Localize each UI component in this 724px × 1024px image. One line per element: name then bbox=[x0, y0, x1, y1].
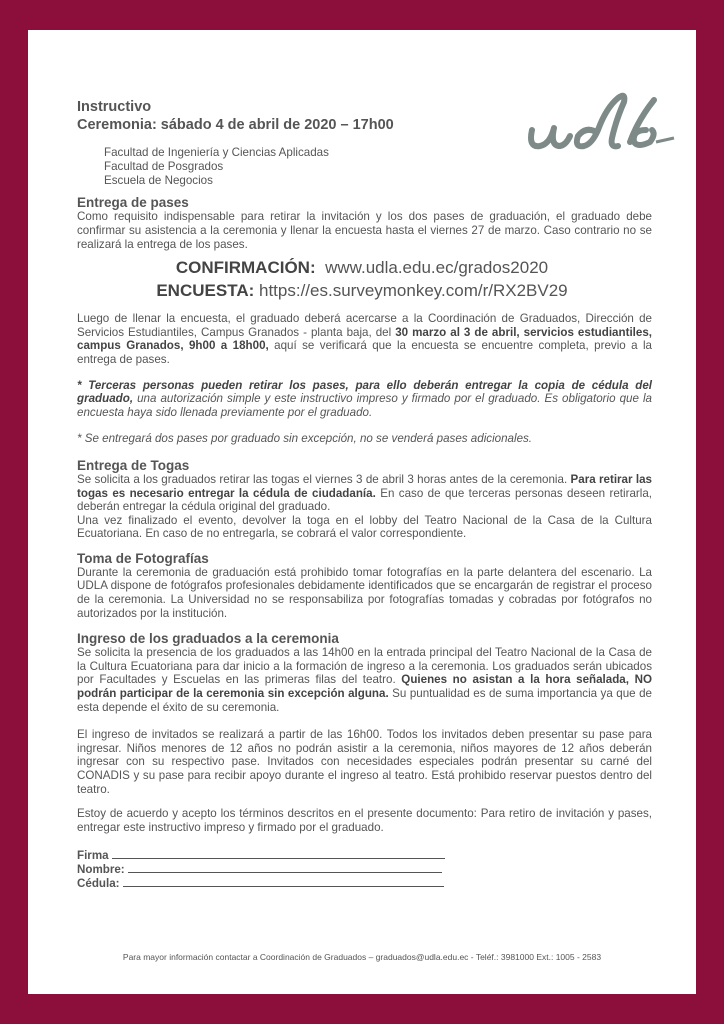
document-title bbox=[77, 98, 652, 134]
text-segment: Se solicita la presencia de los graduados a las 14h00 en la entrada principal del Teatro Nacional de la Casa de la Cultura Ecuatoriana para dar inicio a la formación de ingreso a la ceremonia. Los graduados serán ubicados por Facultades y Escuelas en las primeras filas del teatro. bbox=[77, 646, 652, 687]
pases-instructions bbox=[77, 312, 652, 366]
text-segment: Se solicita a los graduados retirar las togas el viernes 3 de abril 3 horas antes de la ceremonia. bbox=[77, 472, 571, 486]
faculty-item: Facultad de Ingeniería y Ciencias Aplicadas bbox=[104, 146, 329, 159]
pases-paragraph: Como requisito indispensable para retirar la invitación y los dos pases de graduación, el graduado debe confirmar su asistencia a la ceremonia y llenar la encuesta hasta el viernes 27 de marzo. Caso contrario no se realizará la entrega de los pases. bbox=[77, 210, 652, 251]
id-field[interactable] bbox=[77, 876, 497, 890]
title-text: Instructivo bbox=[77, 99, 152, 115]
signature-label: Firma bbox=[77, 849, 109, 863]
text-segment-bold: Para retirar las togas es necesario entregar la cédula de ciudadanía. bbox=[77, 472, 652, 500]
passes-limit-note bbox=[77, 432, 652, 446]
text-segment-bold: Quienes no asistan a la hora señalada, NO podrán participar de la ceremonia sin excepción alguna. bbox=[77, 673, 652, 701]
text-segment-bold: * Terceras personas pueden retirar los pases, para ello deberán entregar la copia de cédula del graduado, bbox=[77, 378, 652, 406]
confirmation-label: CONFIRMACIÓN: bbox=[175, 258, 316, 278]
name-line[interactable] bbox=[128, 862, 442, 873]
name-label: Nombre: bbox=[77, 863, 125, 877]
survey-line bbox=[0, 280, 724, 302]
document-body bbox=[77, 98, 652, 890]
text-segment: En caso de que terceras personas deseen retirarla, deberán entregar la cédula original del graduado. bbox=[77, 486, 652, 514]
survey-label: ENCUESTA: bbox=[156, 281, 255, 301]
text-segment: Su puntualidad es de suma importancia ya que de esta depende el éxito de su ceremonia. bbox=[77, 687, 652, 714]
faculty-item: Escuela de Negocios bbox=[104, 173, 213, 187]
guests-paragraph: El ingreso de invitados se realizará a partir de las 16h00. Todos los invitados deben presentar su pase para ingresar. Niños menores de 12 años no podrán asistir a la ceremonia, niños mayores de 12 años deberán ingresar con su respectivo pase. Invitados con necesidades especiales podrán presentar su carné del CONADIS y su pase para recibir apoyo durante el ingreso al teatro. Está prohibido reservar puestos dentro del teatro. bbox=[77, 728, 652, 796]
fotos-paragraph: Durante la ceremonia de graduación está prohibido tomar fotografías en la parte delantera del escenario. La UDLA dispone de fotógrafos profesionales debidamente identificados que se encargarán de registrar el proceso de la ceremonia. La Universidad no se responsabiliza por fotografías tomadas y cobradas por fotógrafos no autorizados por la institución. bbox=[77, 565, 652, 620]
agreement-paragraph: Estoy de acuerdo y acepto los términos descritos en el presente documento: Para retiro de invitación y pases, entregar este instructivo impreso y firmado por el graduado. bbox=[77, 807, 652, 834]
section-heading-pases: Entrega de pases bbox=[77, 195, 189, 211]
text-segment-bold: 30 marzo al 3 de abril, servicios estudiantiles, campus Granados, 9h00 a 18h00, bbox=[77, 325, 653, 353]
faculty-item: Facultad de Posgrados bbox=[104, 159, 224, 173]
signature-field[interactable] bbox=[77, 848, 497, 862]
ingreso-paragraph bbox=[77, 646, 652, 714]
signature-block bbox=[77, 848, 497, 890]
faculty-list bbox=[104, 146, 652, 187]
section-heading-togas: Entrega de Togas bbox=[77, 457, 190, 473]
section-heading-fotos: Toma de Fotografías bbox=[77, 550, 209, 566]
id-line[interactable] bbox=[123, 876, 444, 887]
id-label: Cédula: bbox=[77, 877, 120, 891]
togas-paragraph bbox=[77, 473, 652, 541]
signature-line[interactable] bbox=[112, 848, 445, 859]
togas-return-text: Una vez finalizado el evento, devolver la toga en el lobby del Teatro Nacional de la Casa de la Cultura Ecuatoriana. En caso de no entregarla, se cobrará el valor correspondiente. bbox=[77, 513, 652, 541]
text-segment: * Se entregará dos pases por graduado sin excepción, no se venderá pases adicionales. bbox=[77, 432, 533, 446]
text-segment: una autorización simple y este instructivo impreso y firmado por el graduado. Es obligatorio que la encuesta haya sido llenada previamente por el graduado. bbox=[77, 392, 652, 419]
ceremony-date: Ceremonia: sábado 4 de abril de 2020 – 17h00 bbox=[77, 117, 394, 133]
name-field[interactable] bbox=[77, 862, 497, 876]
confirmation-line bbox=[0, 257, 724, 279]
text-segment: aquí se verificará que la encuesta se encuentre completa, previo a la entrega de pases. bbox=[77, 339, 652, 366]
text-segment: Luego de llenar la encuesta, el graduado deberá acercarse a la Coordinación de Graduados, Dirección de Servicios Estudiantiles, Campus Granados - planta baja, del bbox=[77, 312, 652, 339]
footer-contact: Para mayor información contactar a Coordinación de Graduados – graduados@udla.edu.ec - Teléf.: 3981000 Ext.: 1005 - 2583 bbox=[122, 952, 602, 962]
third-party-note bbox=[77, 379, 652, 420]
section-heading-ingreso: Ingreso de los graduados a la ceremonia bbox=[77, 631, 339, 647]
confirmation-link[interactable]: www.udla.edu.ec/grados2020 bbox=[325, 258, 549, 278]
survey-link[interactable]: https://es.surveymonkey.com/r/RX2BV29 bbox=[259, 281, 568, 301]
